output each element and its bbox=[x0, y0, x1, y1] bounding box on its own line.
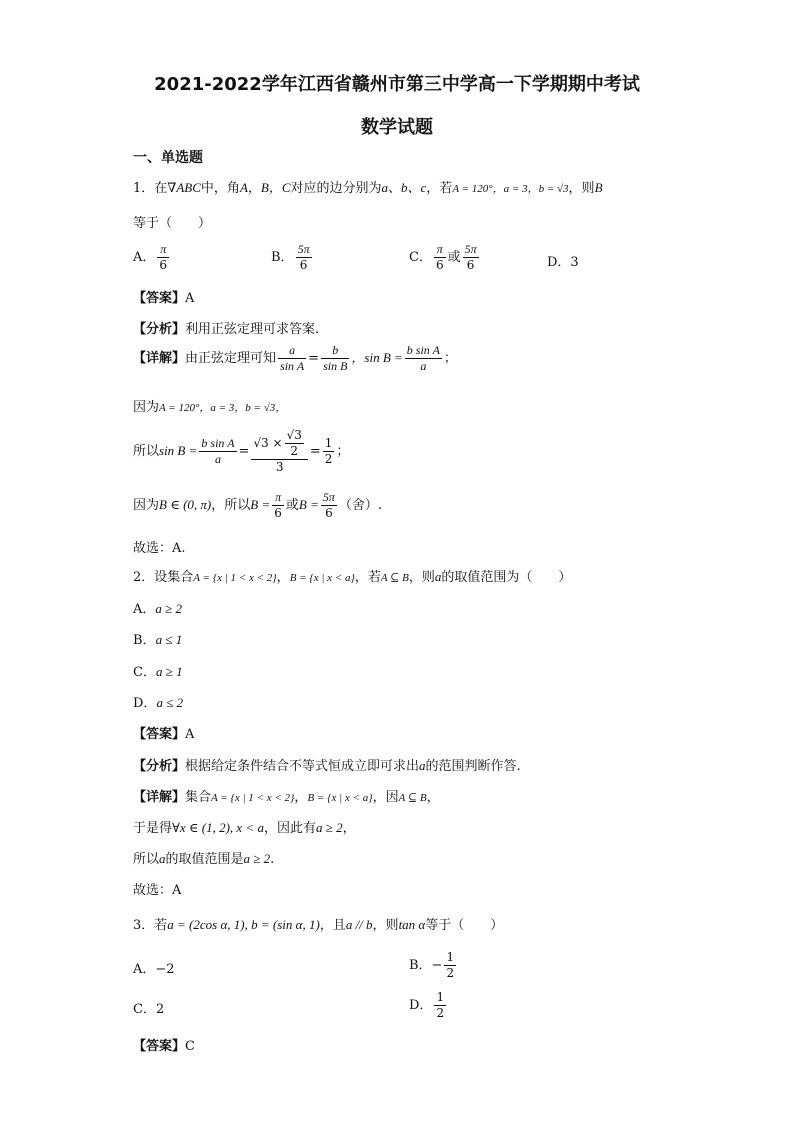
numerator: 5π bbox=[322, 490, 335, 504]
q1-answer bbox=[133, 287, 194, 306]
b-eq: B = bbox=[298, 497, 319, 512]
denominator: 2 bbox=[446, 966, 455, 980]
denominator: 2 bbox=[285, 443, 304, 459]
detail-text: 集合 bbox=[185, 790, 212, 805]
numerator: 5π bbox=[464, 242, 477, 256]
denominator: 6 bbox=[435, 258, 444, 272]
q3-stem-text: ，则 bbox=[372, 918, 399, 933]
q1-stem-text: ，若 bbox=[426, 181, 453, 196]
q2-answer bbox=[133, 723, 194, 742]
answer-value: C bbox=[185, 1039, 195, 1054]
q2-stem-text: ，则 bbox=[408, 570, 435, 585]
denominator: sin A bbox=[280, 359, 305, 373]
numerator: π bbox=[160, 242, 167, 256]
because-text: 因为 bbox=[133, 498, 160, 513]
numerator bbox=[251, 428, 307, 459]
q3-stem-text: ，且 bbox=[319, 918, 346, 933]
fraction bbox=[278, 343, 306, 374]
forall-text: ，因此有 bbox=[263, 821, 316, 836]
answer-value: A bbox=[185, 291, 195, 306]
so-end: ； bbox=[336, 444, 350, 459]
fraction bbox=[434, 990, 446, 1021]
range-text: 所以 bbox=[133, 852, 160, 867]
q2-set-b: B = {x | x < a} bbox=[289, 572, 355, 584]
detail-text: ； bbox=[443, 351, 457, 366]
q3-stem-text: 等于（ ） bbox=[425, 918, 504, 933]
because-condition: B ∈ (0, π) bbox=[159, 497, 212, 512]
analysis-text: 利用正弦定理可求答案. bbox=[185, 322, 320, 337]
because-text: 因为 bbox=[133, 400, 160, 415]
q3-parallel: a // b bbox=[345, 917, 373, 932]
option-math: a ≥ 2 bbox=[155, 601, 183, 616]
answer-tag: 【答案】 bbox=[133, 1039, 186, 1054]
q1-ask-var: B bbox=[594, 180, 603, 195]
option-label: D． bbox=[409, 998, 433, 1013]
q3-option-a: A．−2 bbox=[133, 962, 175, 977]
q3-option-c: C．2 bbox=[133, 1002, 165, 1017]
fraction bbox=[199, 436, 236, 467]
detail-text: ， bbox=[426, 790, 440, 805]
q1-option-c bbox=[409, 242, 481, 273]
q2-forall bbox=[133, 817, 356, 836]
option-label: B． bbox=[271, 250, 294, 265]
fraction bbox=[321, 490, 337, 521]
q1-stem-text: 中，角 bbox=[200, 181, 240, 196]
q1-option-b bbox=[271, 242, 314, 273]
q2-var-a: a bbox=[434, 569, 442, 584]
numerator: a bbox=[289, 343, 296, 357]
q2-range bbox=[133, 848, 274, 867]
option-label: B．− bbox=[409, 958, 443, 973]
detail-text: ， bbox=[294, 790, 308, 805]
detail-subset: A ⊆ B bbox=[398, 792, 427, 804]
q1-triangle: ABC bbox=[176, 180, 201, 195]
q1-stem-text: 1．在∇ bbox=[133, 181, 177, 196]
fraction bbox=[251, 428, 307, 475]
q3-answer bbox=[133, 1035, 195, 1054]
q2-option-b bbox=[133, 629, 182, 648]
q1-sides: a、b、c bbox=[381, 180, 427, 195]
q3-option-b bbox=[409, 950, 458, 981]
q2-stem bbox=[133, 566, 571, 585]
equals: = bbox=[309, 444, 321, 459]
forall-math: a ≥ 2 bbox=[315, 820, 343, 835]
answer-value: A bbox=[185, 727, 195, 742]
forall-text: 于是得 bbox=[133, 821, 173, 836]
or-text: 或 bbox=[285, 498, 299, 513]
fraction bbox=[321, 343, 349, 374]
section-heading: 一、单选题 bbox=[133, 150, 203, 166]
q1-stem-text: 对应的边分别为 bbox=[290, 181, 382, 196]
denominator: 6 bbox=[321, 505, 337, 521]
analysis-text: 的范围判断作答. bbox=[425, 759, 521, 774]
q2-stem-text: 2．设集合 bbox=[133, 570, 194, 585]
fraction bbox=[405, 343, 442, 374]
q2-option-c bbox=[133, 661, 183, 680]
detail-set-b: B = {x | x < a} bbox=[307, 792, 373, 804]
numerator-part: √3 × bbox=[253, 436, 283, 450]
b-eq: B = bbox=[250, 497, 271, 512]
q2-set-a: A = {x | 1 < x < 2} bbox=[193, 572, 277, 584]
q3-vectors: a = (2cos α, 1), b = (sin α, 1) bbox=[167, 917, 320, 932]
numerator: π bbox=[436, 242, 443, 256]
analysis-tag: 【分析】 bbox=[133, 322, 186, 337]
range-var: a bbox=[159, 851, 166, 866]
q3-option-d bbox=[409, 990, 448, 1021]
numerator: 1 bbox=[324, 436, 333, 450]
numerator: 5π bbox=[297, 242, 310, 256]
document-subtitle: 数学试题 bbox=[361, 117, 433, 138]
detail-text: 由正弦定理可知 bbox=[185, 351, 277, 366]
q1-detail: 【详解】由正弦定理可知 $\frac{a}{\text{sin A}}$ = $\frac{b}{\text{sin B}}$ ，sin B = $\frac{\text{b sin A}}{a}$ ； bbox=[133, 343, 457, 373]
q1-stem bbox=[133, 177, 603, 196]
numerator: b sin A bbox=[406, 343, 440, 357]
detail-tag: 【详解】 bbox=[133, 351, 186, 366]
analysis-text: 根据给定条件结合不等式恒成立即可求出 bbox=[185, 759, 420, 774]
option-label: B． bbox=[133, 633, 156, 648]
q1-option-a bbox=[133, 242, 171, 273]
q1-option-d: D．3 bbox=[547, 255, 579, 270]
q2-analysis bbox=[133, 755, 521, 774]
detail-text: ，因 bbox=[372, 790, 399, 805]
q2-stem-text: ，若 bbox=[354, 570, 381, 585]
detail-text: ，sin B = bbox=[351, 350, 403, 365]
fraction bbox=[285, 428, 304, 459]
denominator: 6 bbox=[296, 257, 312, 273]
q3-tan: tan α bbox=[398, 917, 426, 932]
numerator: π bbox=[275, 490, 282, 504]
analysis-var: a bbox=[419, 758, 426, 773]
so-text: 所以 bbox=[133, 444, 160, 459]
denominator: 3 bbox=[251, 459, 307, 475]
q3-stem bbox=[133, 914, 503, 933]
so-lhs: sin B = bbox=[159, 443, 198, 458]
q2-stem-text: ， bbox=[276, 570, 290, 585]
numerator: 1 bbox=[446, 950, 455, 964]
q2-stem-text: 的取值范围为（ ） bbox=[441, 570, 572, 585]
q2-detail bbox=[133, 786, 440, 805]
q2-option-d bbox=[133, 692, 183, 711]
detail-tag: 【详解】 bbox=[133, 790, 186, 805]
fraction bbox=[444, 950, 456, 981]
q1-because2 bbox=[133, 490, 382, 521]
q1-because bbox=[133, 396, 286, 415]
fraction bbox=[463, 242, 479, 273]
q2-subset: A ⊆ B bbox=[380, 572, 409, 584]
q1-angles: A，B，C bbox=[239, 180, 291, 195]
fraction bbox=[323, 436, 335, 467]
denominator: 6 bbox=[463, 257, 479, 273]
analysis-tag: 【分析】 bbox=[133, 759, 186, 774]
range-text: 的取值范围是 bbox=[165, 852, 244, 867]
fraction bbox=[157, 242, 169, 273]
q1-stem-line2: 等于（ ） bbox=[133, 216, 212, 231]
range-math: a ≥ 2 bbox=[243, 851, 271, 866]
option-label: D． bbox=[133, 696, 157, 711]
numerator: b bbox=[332, 343, 339, 357]
denominator: sin B bbox=[323, 359, 348, 373]
or-text: 或 bbox=[447, 250, 461, 265]
option-label: A． bbox=[133, 250, 156, 265]
forall-math: ∀x ∈ (1, 2), x < a bbox=[172, 820, 264, 835]
numerator: √3 bbox=[286, 428, 302, 442]
option-label: C． bbox=[409, 250, 432, 265]
fraction bbox=[296, 242, 312, 273]
q1-analysis bbox=[133, 318, 319, 337]
answer-tag: 【答案】 bbox=[133, 291, 186, 306]
denominator: 2 bbox=[436, 1006, 445, 1020]
denominator: 6 bbox=[159, 258, 168, 272]
denominator: 6 bbox=[274, 506, 282, 520]
q1-stem-text: ，则 bbox=[568, 181, 595, 196]
b-end: （舍）. bbox=[338, 498, 383, 513]
answer-tag: 【答案】 bbox=[133, 727, 186, 742]
q2-option-a bbox=[133, 598, 182, 617]
forall-text: ， bbox=[342, 821, 356, 836]
document-title: 2021-2022学年江西省赣州市第三中学高一下学期期中考试 bbox=[154, 74, 640, 95]
option-label: A． bbox=[133, 602, 156, 617]
equals: = bbox=[238, 444, 250, 459]
fraction bbox=[434, 242, 446, 273]
option-math: a ≥ 1 bbox=[155, 664, 183, 679]
numerator: b sin A bbox=[201, 436, 235, 450]
because-condition: A = 120°，a = 3，b = √3， bbox=[159, 402, 287, 414]
q1-conditions: A = 120°，a = 3，b = √3 bbox=[452, 183, 569, 195]
option-math: a ≤ 2 bbox=[156, 695, 184, 710]
option-math: a ≤ 1 bbox=[155, 632, 183, 647]
detail-set-a: A = {x | 1 < x < 2} bbox=[211, 792, 295, 804]
denominator: a bbox=[405, 358, 442, 374]
denominator: 2 bbox=[324, 452, 333, 466]
range-text: . bbox=[270, 852, 275, 867]
denominator: a bbox=[199, 451, 236, 467]
because-mid: ，所以 bbox=[211, 498, 251, 513]
numerator: 1 bbox=[436, 990, 445, 1004]
q3-stem-text: 3．若 bbox=[133, 918, 168, 933]
q2-choose: 故选：A bbox=[133, 883, 182, 898]
option-label: C． bbox=[133, 665, 156, 680]
fraction bbox=[272, 490, 284, 521]
q1-so bbox=[133, 428, 349, 475]
q1-choose: 故选：A. bbox=[133, 541, 186, 556]
